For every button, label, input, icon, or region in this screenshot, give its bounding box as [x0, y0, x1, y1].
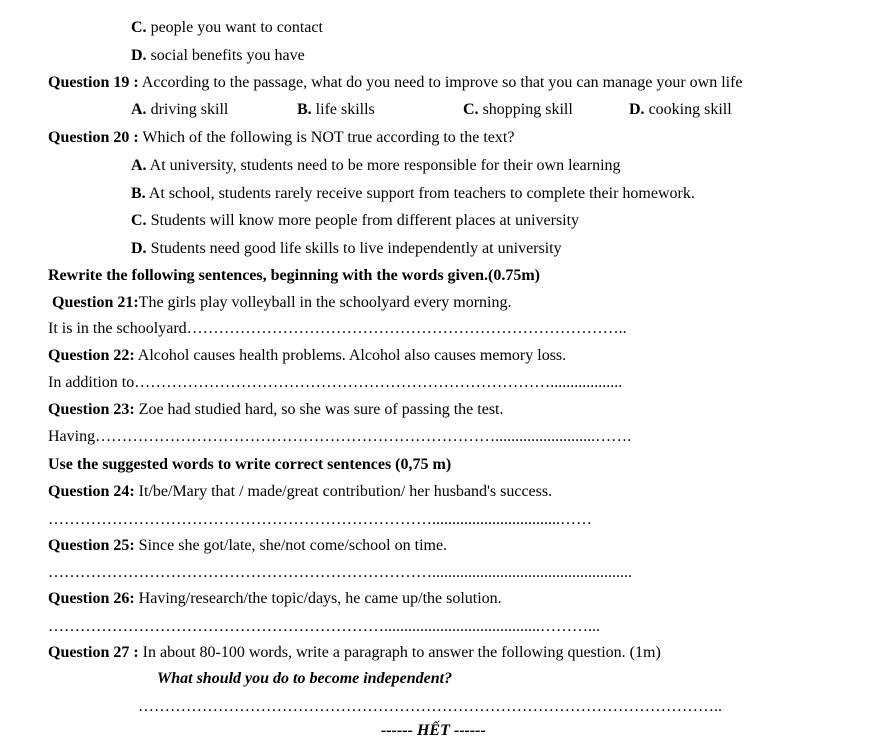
question-19	[48, 73, 743, 93]
q19-option-c: C. shopping skill	[463, 101, 573, 118]
question-label: Question 25:	[48, 537, 135, 554]
question-text: Having/research/the topic/days, he came up/the solution.	[134, 590, 502, 607]
q18-option-d	[131, 46, 305, 66]
q21-answer-line[interactable]: It is in the schoolyard………………………………………………………………………..	[48, 320, 627, 337]
question-20	[48, 128, 514, 148]
question-label: Question 27 :	[48, 644, 139, 661]
question-23	[48, 400, 503, 420]
q19-option-b: B. life skills	[297, 101, 375, 118]
q20-option-d: D. Students need good life skills to live independently at university	[131, 240, 562, 257]
q27-answer-line[interactable]: ………………………………………………………………………………………………..	[138, 698, 722, 715]
question-text: Alcohol causes health problems. Alcohol also causes memory loss.	[134, 347, 567, 364]
rewrite-section-heading: Rewrite the following sentences, beginning with the words given.(0.75m)	[48, 267, 540, 284]
q23-answer-line[interactable]: Having………………………………………………………………….........................…….	[48, 428, 632, 445]
question-text: Since she got/late, she/not come/school on time.	[134, 537, 448, 554]
question-21	[52, 293, 511, 313]
q26-answer-line[interactable]: ……………………………………………………….......................................………...	[48, 618, 600, 635]
question-27	[48, 643, 661, 663]
question-24	[48, 482, 552, 502]
question-22	[48, 346, 566, 366]
question-label: Question 26:	[48, 590, 135, 607]
question-label: Question 19 :	[48, 74, 139, 91]
q18-option-c	[131, 18, 323, 38]
question-text: According to the passage, what do you need to improve so that you can manage your own life	[138, 74, 743, 91]
q20-option-b: B. At school, students rarely receive support from teachers to complete their homework.	[131, 185, 695, 202]
question-label: Question 22:	[48, 347, 135, 364]
question-label: Question 20 :	[48, 129, 139, 146]
option-text: social benefits you have	[146, 47, 305, 64]
question-text: Which of the following is NOT true according to the text?	[138, 129, 515, 146]
q22-answer-line[interactable]: In addition to……………………………………………………………………..................	[48, 374, 623, 391]
q24-answer-line[interactable]: ………………………………………………………………................................……	[48, 511, 592, 528]
end-mark: ------ HẾT ------	[381, 722, 486, 739]
question-label: Question 23:	[48, 401, 135, 418]
question-text: In about 80-100 words, write a paragraph to answer the following question. (1m)	[138, 644, 661, 661]
question-label: Question 24:	[48, 483, 135, 500]
option-text: people you want to contact	[146, 19, 323, 36]
option-letter: C.	[131, 19, 147, 36]
question-text: Zoe had studied hard, so she was sure of passing the test.	[134, 401, 504, 418]
q27-prompt: What should you do to become independent?	[157, 670, 453, 687]
question-text: It/be/Mary that / made/great contribution/ her husband's success.	[134, 483, 553, 500]
q25-answer-line[interactable]: ………………………………………………………………..................................................	[48, 564, 632, 581]
suggested-section-heading: Use the suggested words to write correct sentences (0,75 m)	[48, 456, 452, 473]
question-26	[48, 589, 502, 609]
option-letter: D.	[131, 47, 147, 64]
q20-option-a: A. At university, students need to be more responsible for their own learning	[131, 157, 621, 174]
question-text: The girls play volleyball in the schoolyard every morning.	[138, 294, 512, 311]
q19-option-d: D. cooking skill	[629, 101, 732, 118]
question-label: Question 21:	[52, 294, 139, 311]
q20-option-c: C. Students will know more people from different places at university	[131, 212, 580, 229]
question-25	[48, 536, 447, 556]
q19-option-a: A. driving skill	[131, 101, 229, 118]
